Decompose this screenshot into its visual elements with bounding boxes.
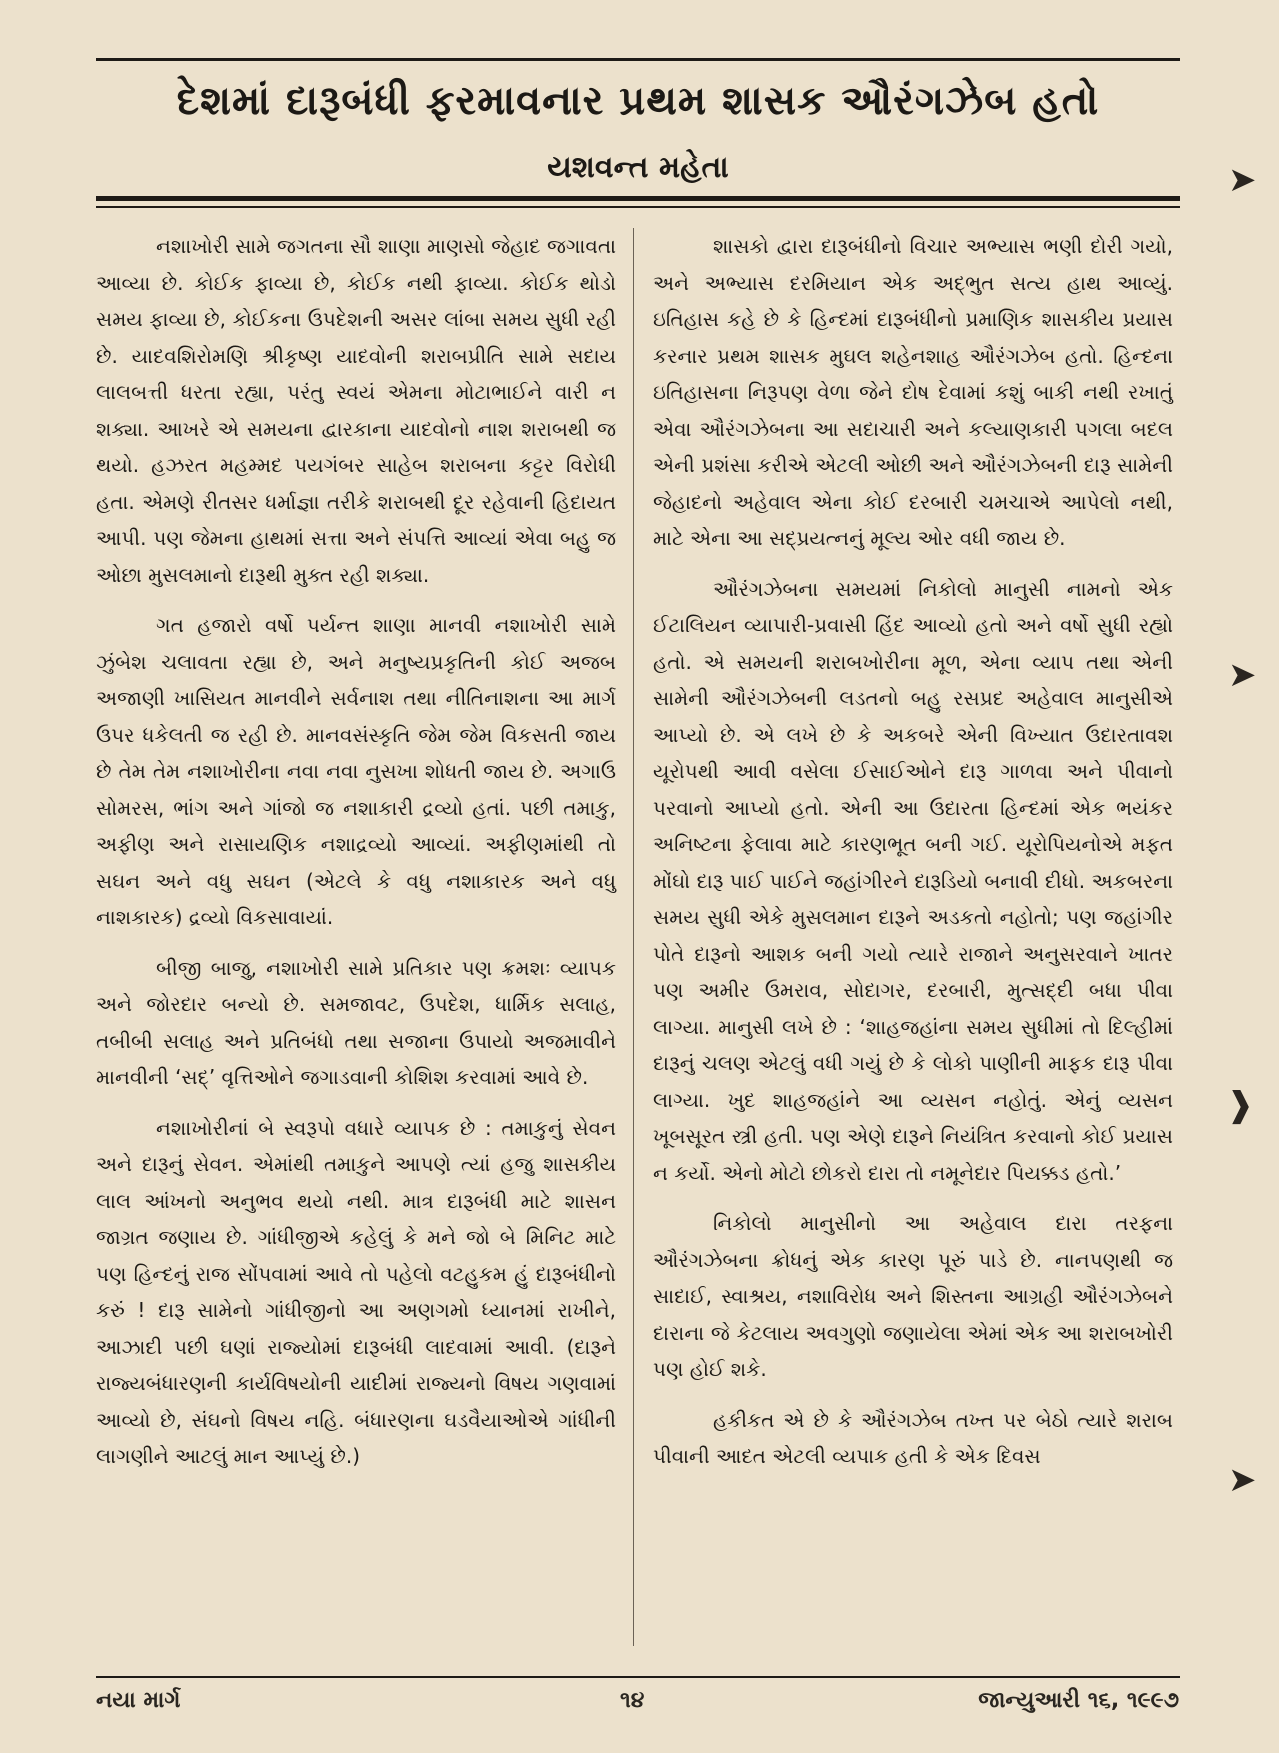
left-column <box>96 228 616 1489</box>
binding-staple-mark: ➤ <box>1228 1460 1257 1500</box>
heading-rule-thin <box>96 206 1180 208</box>
footer-rule <box>96 1676 1180 1678</box>
article-title: દેશમાં દારૂબંધી ફરમાવનાર પ્રથમ શાસક ઔરંગઝેબ હતો <box>176 78 1100 124</box>
paragraph: નિકોલો માનુસીનો આ અહેવાલ દારા તરફના ઔરંગઝેબના ક્રોધનું એક કારણ પૂરું પાડે છે. નાનપણથી જ સાદાઈ, સ્વાશ્રય, નશાવિરોધ અને શિસ્તના આગ્રહી ઔરંગઝેબને દારાના જે કેટલાય અવગુણો જણાયેલા એમાં એક આ શરાબખોરી પણ હોઈ શકે. <box>653 1211 1173 1381</box>
column-divider <box>633 228 634 1646</box>
right-column <box>653 228 1173 1489</box>
paragraph: બીજી બાજુ, નશાખોરી સામે પ્રતિકાર પણ ક્રમશઃ વ્યાપક અને જોરદાર બન્યો છે. સમજાવટ, ઉપદેશ, ધાર્મિક સલાહ, તબીબી સલાહ અને પ્રતિબંધો તથા સજાના ઉપાયો અજમાવીને માનવીની ‘સદ્’ વૃત્તિઓને જગાડવાની કોશિશ કરવામાં આવે છે. <box>96 955 616 1089</box>
top-rule <box>96 58 1180 61</box>
paragraph: નશાખોરીનાં બે સ્વરૂપો વધારે વ્યાપક છે : તમાકુનું સેવન અને દારૂનું સેવન. એમાંથી તમાકુને આપણે ત્યાં હજુ શાસકીય લાલ આંખનો અનુભવ થયો નથી. માત્ર દારૂબંધી માટે શાસન જાગ્રત જણાય છે. ગાંધીજીએ કહેલું કે મને જો બે મિનિટ માટે પણ હિન્દનું રાજ સોંપવામાં આવે તો પહેલો વટહુકમ હું દારૂબંધીનો કરું ! દારૂ સામેનો ગાંધીજીનો આ અણગમો ધ્યાનમાં રાખીને, આઝાદી પછી ઘણાં રાજ્યોમાં દારૂબંધી લાદવામાં આવી. (દારૂને રાજ્યબંધારણની કાર્યવિષયોની યાદીમાં રાજ્યનો વિષય ગણવામાં આવ્યો છે, સંઘનો વિષય નહિ. બંધારણના ઘડવૈયાઓએ ગાંધીની લાગણીને આટલું માન આપ્યું છે.) <box>96 1115 616 1468</box>
footer-magazine-name: નયા માર્ગ <box>96 1688 181 1713</box>
paragraph: ગત હજારો વર્ષો પર્યન્ત શાણા માનવી નશાખોરી સામે ઝુંબેશ ચલાવતા રહ્યા છે, અને મનુષ્યપ્રકૃતિની કોઈ અજબ અજાણી ખાસિયત માનવીને સર્વનાશ તથા નીતિનાશના આ માર્ગ ઉપર ધકેલતી જ રહી છે. માનવસંસ્કૃતિ જેમ જેમ વિકસતી જાય છે તેમ તેમ નશાખોરીના નવા નવા નુસખા શોધતી જાય છે. અગાઉ સોમરસ, ભાંગ અને ગાંજો જ નશાકારી દ્રવ્યો હતાં. પછી તમાકુ, અફીણ અને રાસાયણિક નશાદ્રવ્યો આવ્યાં. અફીણમાંથી તો સઘન અને વધુ સઘન (એટલે કે વધુ નશાકારક અને વધુ નાશકારક) દ્રવ્યો વિકસાવાયાં. <box>96 613 616 929</box>
footer-page-number: ૧૪ <box>620 1688 645 1713</box>
binding-staple-mark: ❱ <box>1226 1085 1255 1125</box>
paragraph: શાસકો દ્વારા દારૂબંધીનો વિચાર અભ્યાસ ભણી દોરી ગયો, અને અભ્યાસ દરમિયાન એક અદ્ભુત સત્ય હાથ આવ્યું. ઇતિહાસ કહે છે કે હિન્દમાં દારૂબંધીનો પ્રમાણિક શાસકીય પ્રયાસ કરનાર પ્રથમ શાસક મુઘલ શહેનશાહ ઔરંગઝેબ હતો. હિન્દના ઇતિહાસના નિરૂપણ વેળા જેને દોષ દેવામાં કશું બાકી નથી રખાતું એવા ઔરંગઝેબના આ સદાચારી અને કલ્યાણકારી પગલા બદલ એની પ્રશંસા કરીએ એટલી ઓછી અને ઔરંગઝેબની દારૂ સામેની જેહાદનો અહેવાલ એના કોઈ દરબારી ચમચાએ આપેલો નથી, માટે એના આ સદ્પ્રયત્નનું મૂલ્ય ઓર વધી જાય છે. <box>653 234 1173 550</box>
paragraph: ઔરંગઝેબના સમયમાં નિકોલો માનુસી નામનો એક ઈટાલિયન વ્યાપારી-પ્રવાસી હિંદ આવ્યો હતો અને વર્ષો સુધી રહ્યો હતો. એ સમયની શરાબખોરીના મૂળ, એના વ્યાપ તથા એની સામેની ઔરંગઝેબની લડતનો બહુ રસપ્રદ અહેવાલ માનુસીએ આપ્યો છે. એ લખે છે કે અકબરે એની વિખ્યાત ઉદારતાવશ યૂરોપથી આવી વસેલા ઈસાઈઓને દારૂ ગાળવા અને પીવાનો પરવાનો આપ્યો હતો. એની આ ઉદારતા હિન્દમાં એક ભયંકર અનિષ્ટના ફેલાવા માટે કારણભૂત બની ગઈ. યૂરોપિયનોએ મફત મોંઘો દારૂ પાઈ પાઈને જહાંગીરને દારૂડિયો બનાવી દીધો. અકબરના સમય સુધી એકે મુસલમાન દારૂને અડકતો નહોતો; પણ જહાંગીર પોતે દારૂનો આશક બની ગયો ત્યારે રાજાને અનુસરવાને ખાતર પણ અમીર ઉમરાવ, સોદાગર, દરબારી, મુત્સદ્દી બધા પીવા લાગ્યા. માનુસી લખે છે : ‘શાહજહાંના સમય સુધીમાં તો દિલ્હીમાં દારૂનું ચલણ એટલું વધી ગયું છે કે લોકો પાણીની માફક દારૂ પીવા લાગ્યા. ખુદ શાહજહાંને આ વ્યસન નહોતું. એનું વ્યસન ખૂબસૂરત સ્ત્રી હતી. પણ એણે દારૂને નિયંત્રિત કરવાનો કોઈ પ્રયાસ ન કર્યો. એનો મોટો છોકરો દારા તો નમૂનેદાર પિયક્કડ હતો.’ <box>653 576 1173 1185</box>
binding-staple-mark: ➤ <box>1228 655 1257 695</box>
article-author: યશવન્ત મહેતા <box>547 150 729 185</box>
binding-staple-mark: ➤ <box>1228 160 1257 200</box>
paragraph: હકીકત એ છે કે ઔરંગઝેબ તખ્ત પર બેઠો ત્યારે શરાબ પીવાની આદત એટલી વ્યપાક હતી કે એક દિવસ <box>653 1407 1173 1468</box>
paragraph: નશાખોરી સામે જગતના સૌ શાણા માણસો જેહાદ જગાવતા આવ્યા છે. કોઈક ફાવ્યા છે, કોઈક નથી ફાવ્યા. કોઈક થોડો સમય ફાવ્યા છે, કોઈકના ઉપદેશની અસર લાંબા સમય સુધી રહી છે. યાદવશિરોમણિ શ્રીકૃષ્ણ યાદવોની શરાબપ્રીતિ સામે સદાય લાલબત્તી ધરતા રહ્યા, પરંતુ સ્વયં એમના મોટાભાઈને વારી ન શક્યા. આખરે એ સમયના દ્વારકાના યાદવોનો નાશ શરાબથી જ થયો. હઝરત મહમ્મદ પયગંબર સાહેબ શરાબના કટ્ટર વિરોધી હતા. એમણે રીતસર ધર્માજ્ઞા તરીકે શરાબથી દૂર રહેવાની હિદાયત આપી. પણ જેમના હાથમાં સત્તા અને સંપત્તિ આવ્યાં એવા બહુ જ ઓછા મુસલમાનો દારૂથી મુક્ત રહી શક્યા. <box>96 234 616 587</box>
heading-rule-thick <box>96 196 1180 201</box>
footer-date: જાન્યુઆરી ૧૬, ૧૯૯૭ <box>978 1688 1179 1713</box>
